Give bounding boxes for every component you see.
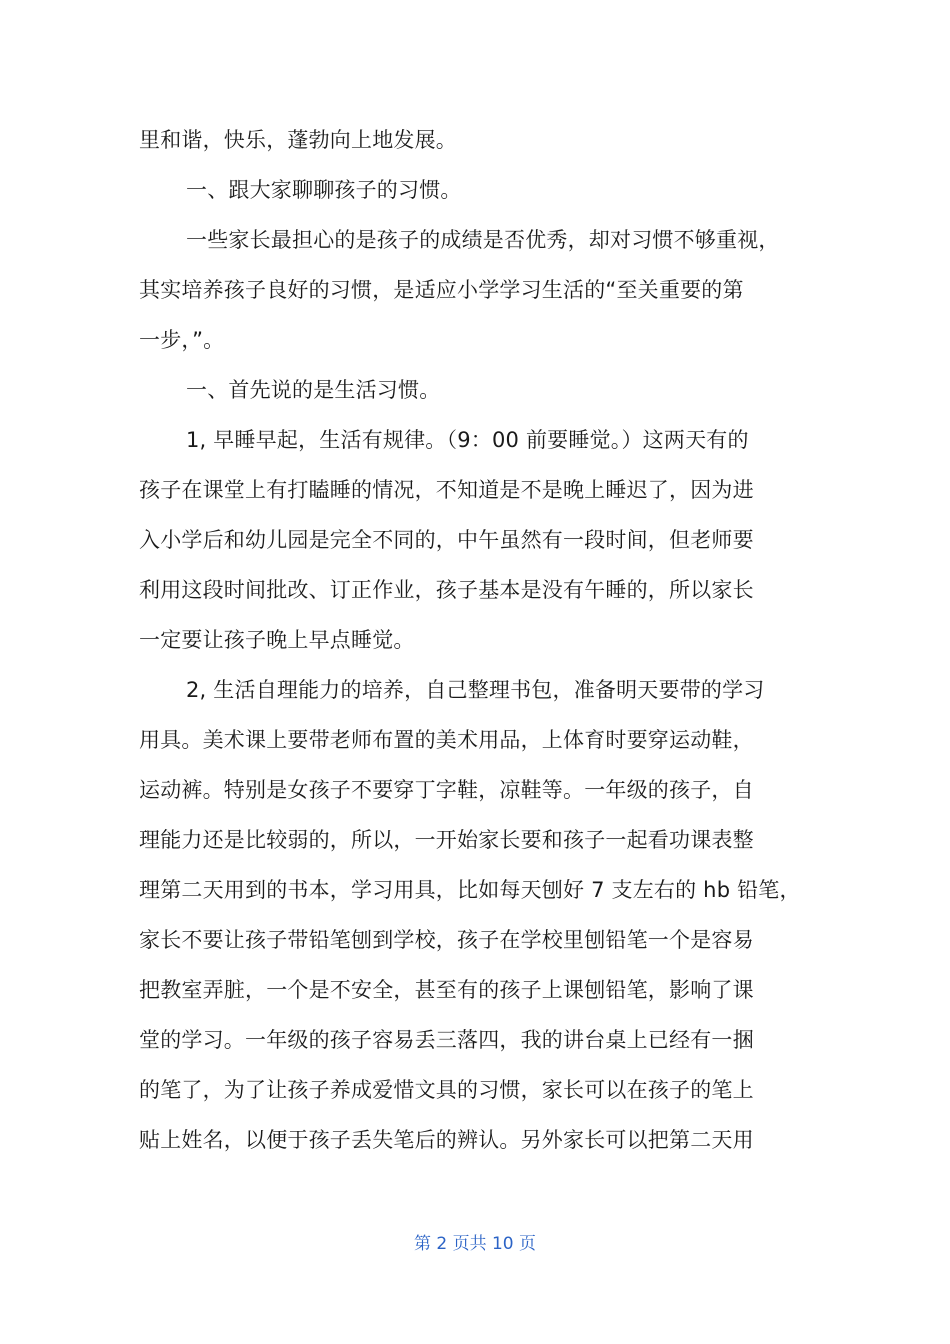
text-line-6: 一、首先说的是生活习惯。	[186, 378, 441, 402]
text-line-11: 一定要让孩子晚上早点睡觉。	[139, 628, 415, 652]
text-line-2: 一、跟大家聊聊孩子的习惯。	[186, 178, 462, 202]
text-line-9: 入小学后和幼儿园是完全不同的，中午虽然有一段时间，但老师要	[139, 528, 754, 552]
text-line-17: 家长不要让孩子带铅笔刨到学校，孩子在学校里刨铅笔一个是容易	[139, 928, 754, 952]
text-line-12: 2, 生活自理能力的培养，自己整理书包，准备明天要带的学习	[186, 678, 765, 702]
body-text	[139, 115, 811, 1165]
text-line-8: 孩子在课堂上有打瞌睡的情况，不知道是不是晚上睡迟了，因为进	[139, 478, 754, 502]
text-line-7: 1, 早睡早起，生活有规律。（9：00 前要睡觉。）这两天有的	[186, 428, 749, 452]
text-line-18: 把教室弄脏，一个是不安全，甚至有的孩子上课刨铅笔，影响了课	[139, 978, 754, 1002]
text-line-14: 运动裤。特别是女孩子不要穿丁字鞋，凉鞋等。一年级的孩子，自	[139, 778, 754, 802]
text-line-15: 理能力还是比较弱的，所以，一开始家长要和孩子一起看功课表整	[139, 828, 754, 852]
text-line-19: 堂的学习。一年级的孩子容易丢三落四，我的讲台桌上已经有一捆	[139, 1028, 754, 1052]
text-line-10: 利用这段时间批改、订正作业，孩子基本是没有午睡的，所以家长	[139, 578, 754, 602]
text-line-5: 一步，”。	[139, 328, 225, 352]
text-line-21: 贴上姓名，以便于孩子丢失笔后的辨认。另外家长可以把第二天用	[139, 1128, 754, 1152]
text-line-20: 的笔了，为了让孩子养成爱惜文具的习惯，家长可以在孩子的笔上	[139, 1078, 754, 1102]
text-line-4: 其实培养孩子良好的习惯，是适应小学学习生活的“至关重要的第	[139, 278, 744, 302]
text-line-1: 里和谐，快乐，蓬勃向上地发展。	[139, 128, 457, 152]
text-line-16: 理第二天用到的书本，学习用具，比如每天刨好 7 支左右的 hb 铅笔，	[139, 878, 801, 902]
text-line-13: 用具。美术课上要带老师布置的美术用品，上体育时要穿运动鞋，	[139, 728, 754, 752]
page-number-footer: 第 2 页共 10 页	[413, 1234, 537, 1254]
text-line-3: 一些家长最担心的是孩子的成绩是否优秀，却对习惯不够重视，	[186, 228, 780, 252]
